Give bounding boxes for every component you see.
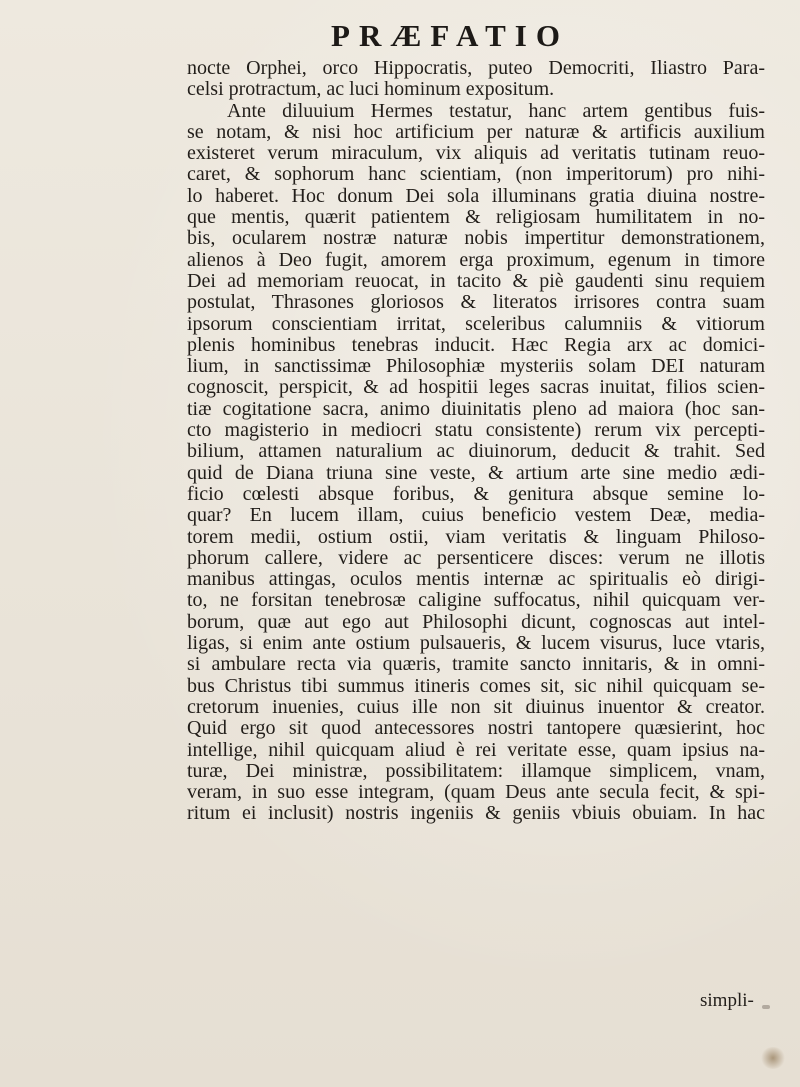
ink-smudge [760,1047,786,1069]
text-line: bilium, attamen naturalium ac diuinorum, deducit & trahit. Sed [187,441,765,463]
text-line: Quid ergo sit quod antecessores nostri tantopere quæsierint, hoc [187,718,765,740]
text-line: ficio cœlesti absque foribus, & genitura absque semine lo- [187,483,765,505]
text-line: existeret verum miraculum, vix aliquis ad veritatis tutinam reuo- [187,143,765,165]
catchword: simpli- [700,990,754,1011]
text-line: borum, quæ aut ego aut Philosophi dicunt, cognoscas aut intel- [187,611,765,633]
text-line: cognoscit, perspicit, & ad hospitii leges sacras inuitat, filios scien- [187,377,765,399]
paper-speck [762,1005,770,1009]
text-line: intellige, nihil quicquam aliud è rei veritate esse, quam ipsius na- [187,739,765,761]
text-line: cto magisterio in mediocri statu consistente) rerum vix percepti- [187,420,765,442]
text-line: tiæ cogitatione sacra, animo diuinitatis pleno ad maiora (hoc san- [187,398,765,420]
text-line: ritum ei inclusit) nostris ingeniis & geniis vbiuis obuiam. In hac [187,803,765,825]
text-line: si ambulare recta via quæris, tramite sancto innitaris, & in omni- [187,654,765,676]
text-line: plenis hominibus tenebras inducit. Hæc Regia arx ac domici- [187,334,765,356]
text-line: nocte Orphei, orco Hippocratis, puteo Democriti, Iliastro Para- [187,58,765,79]
text-line: se notam, & nisi hoc artificium per naturæ & artificis auxilium [187,121,765,143]
text-line: Ante diluuium Hermes testatur, hanc artem gentibus fuis- [227,100,765,122]
text-line: to, ne forsitan tenebrosæ caligine suffocatus, nihil quicquam ver- [187,590,765,612]
text-line: quid de Diana triuna sine veste, & artium arte sine medio ædi- [187,462,765,484]
body-text [187,58,765,988]
text-line: caret, & sophorum hanc scientiam, (non imperitorum) pro nihi- [187,164,765,186]
text-line: Dei ad memoriam reuocat, in tacito & piè gaudenti sinu requiem [187,270,765,292]
text-line: manibus attingas, oculos mentis internæ ac spiritualis eò dirigi- [187,569,765,591]
text-line: cretorum inuenies, cuius ille non sit diuinus inuentor & creator. [187,696,765,718]
text-line: que mentis, quærit patientem & religiosam humilitatem in no- [187,207,765,229]
text-line: lo haberet. Hoc donum Dei sola illuminans gratia diuina nostre- [187,185,765,207]
text-line: bus Christus tibi summus itineris comes sit, sic nihil quicquam se- [187,675,765,697]
text-line: ligas, si enim ante ostium pulsaueris, & lucem visurus, luce vtaris, [187,633,765,655]
text-line: alienos à Deo fugit, amorem erga proximum, egenum in timore [187,249,765,271]
text-line: phorum callere, videre ac persenticere disces: verum ne illotis [187,547,765,569]
text-line: veram, in suo esse integram, (quam Deus ante secula fecit, & spi- [187,782,765,804]
text-line: ipsorum conscientiam irritat, sceleribus calumniis & vitiorum [187,313,765,335]
text-line: celsi protractum, ac luci hominum expositum. [187,79,555,101]
text-line: torem medii, ostium ostii, viam veritatis & linguam Philoso- [187,526,765,548]
text-line: lium, in sanctissimæ Philosophiæ mysteriis solam DEI naturam [187,356,765,378]
text-line: quar? En lucem illam, cuius beneficio vestem Deæ, media- [187,505,765,527]
text-line: turæ, Dei ministræ, possibilitatem: illamque simplicem, vnam, [187,760,765,782]
page-header [0,18,800,54]
page-title: PRÆFATIO [331,18,569,53]
text-line: bis, ocularem nostræ naturæ nobis impertitur demonstrationem, [187,228,765,250]
text-line: postulat, Thrasones gloriosos & literatos irrisores contra suam [187,292,765,314]
